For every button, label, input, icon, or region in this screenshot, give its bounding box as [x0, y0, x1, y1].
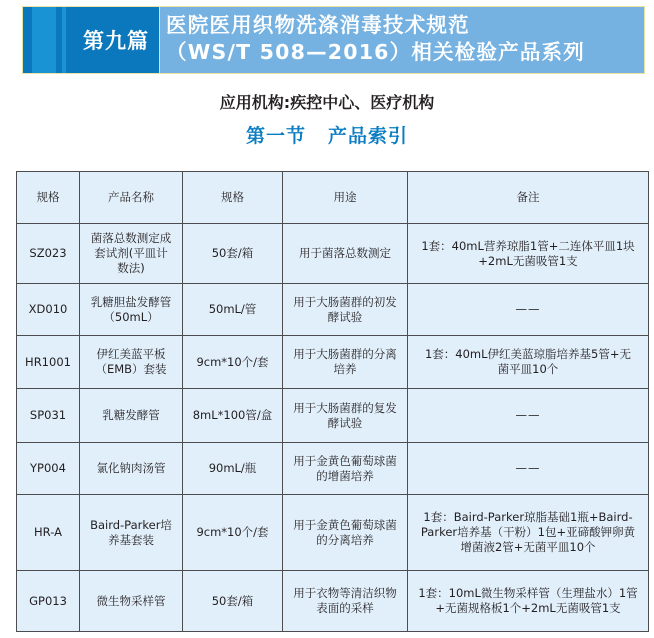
- cell-product-name: 乳糖发酵管: [80, 389, 183, 443]
- cell-product-name: Baird-Parker培养基套装: [80, 495, 183, 571]
- cell-note: ——: [408, 443, 649, 495]
- cell-code: SP031: [17, 389, 80, 443]
- cell-use: 用于金黄色葡萄球菌的分离培养: [283, 495, 408, 571]
- cell-code: XD010: [17, 284, 80, 336]
- table-row: [17, 224, 649, 284]
- cell-use: 用于大肠菌群的初发酵试验: [283, 284, 408, 336]
- chapter-label-box: [23, 7, 159, 73]
- cell-use: 用于大肠菌群的分离培养: [283, 336, 408, 389]
- section-title: 产品索引: [328, 125, 409, 147]
- cell-note: 1套：40mL营养琼脂1管+二连体平皿1块+2mL无菌吸管1支: [408, 224, 649, 284]
- header-product-name: 产品名称: [80, 172, 183, 224]
- cell-note: 1套：10mL微生物采样管（生理盐水）1管+无菌规格板1个+2mL无菌吸管1支: [408, 571, 649, 632]
- cell-use: 用于金黄色葡萄球菌的增菌培养: [283, 443, 408, 495]
- chapter-title-line1: 医院医用织物洗涤消毒技术规范: [166, 13, 470, 37]
- header-use: 用途: [283, 172, 408, 224]
- cell-code: GP013: [17, 571, 80, 632]
- cell-spec: 90mL/瓶: [183, 443, 283, 495]
- header-code: 规格: [17, 172, 80, 224]
- cell-spec: 9cm*10个/套: [183, 336, 283, 389]
- cell-code: YP004: [17, 443, 80, 495]
- cell-note: ——: [408, 284, 649, 336]
- chapter-banner: [22, 6, 645, 74]
- cell-spec: 50套/箱: [183, 224, 283, 284]
- table-row: [17, 336, 649, 389]
- cell-note: ——: [408, 389, 649, 443]
- cell-note: 1套：40mL伊红美蓝琼脂培养基5管+无菌平皿10个: [408, 336, 649, 389]
- chapter-title-line2: （WS/T 508—2016）相关检验产品系列: [166, 40, 585, 64]
- cell-product-name: 菌落总数测定成套试剂(平皿计数法): [80, 224, 183, 284]
- cell-code: SZ023: [17, 224, 80, 284]
- section-heading: [0, 121, 654, 148]
- section-number: 第一节: [245, 125, 306, 147]
- cell-product-name: 微生物采样管: [80, 571, 183, 632]
- cell-spec: 50mL/管: [183, 284, 283, 336]
- cell-spec: 8mL*100管/盒: [183, 389, 283, 443]
- table-row: [17, 495, 649, 571]
- cell-product-name: 伊红美蓝平板（EMB）套装: [80, 336, 183, 389]
- decorative-stripe: [32, 7, 56, 73]
- cell-use: 用于衣物等清洁织物表面的采样: [283, 571, 408, 632]
- chapter-title-box: [159, 7, 644, 73]
- cell-use: 用于大肠菌群的复发酵试验: [283, 389, 408, 443]
- application-institutions: 应用机构:疾控中心、医疗机构: [219, 93, 435, 112]
- table-row: [17, 284, 649, 336]
- cell-code: HR-A: [17, 495, 80, 571]
- cell-product-name: 氯化钠肉汤管: [80, 443, 183, 495]
- cell-product-name: 乳糖胆盐发酵管（50mL）: [80, 284, 183, 336]
- cell-spec: 50套/箱: [183, 571, 283, 632]
- cell-note: 1套：Baird-Parker琼脂基础1瓶+Baird-Parker培养基（干粉）1包+亚碲酸钾卵黄增菌液2管+无菌平皿10个: [408, 495, 649, 571]
- table-row: [17, 571, 649, 632]
- table-row: [17, 443, 649, 495]
- header-spec: 规格: [183, 172, 283, 224]
- cell-code: HR1001: [17, 336, 80, 389]
- decorative-stripe: [62, 7, 66, 73]
- header-note: 备注: [408, 172, 649, 224]
- cell-spec: 9cm*10个/套: [183, 495, 283, 571]
- product-index-table: [16, 171, 649, 632]
- table-row: [17, 389, 649, 443]
- chapter-label: 第九篇: [83, 29, 149, 53]
- table-header-row: [17, 172, 649, 224]
- cell-use: 用于菌落总数测定: [283, 224, 408, 284]
